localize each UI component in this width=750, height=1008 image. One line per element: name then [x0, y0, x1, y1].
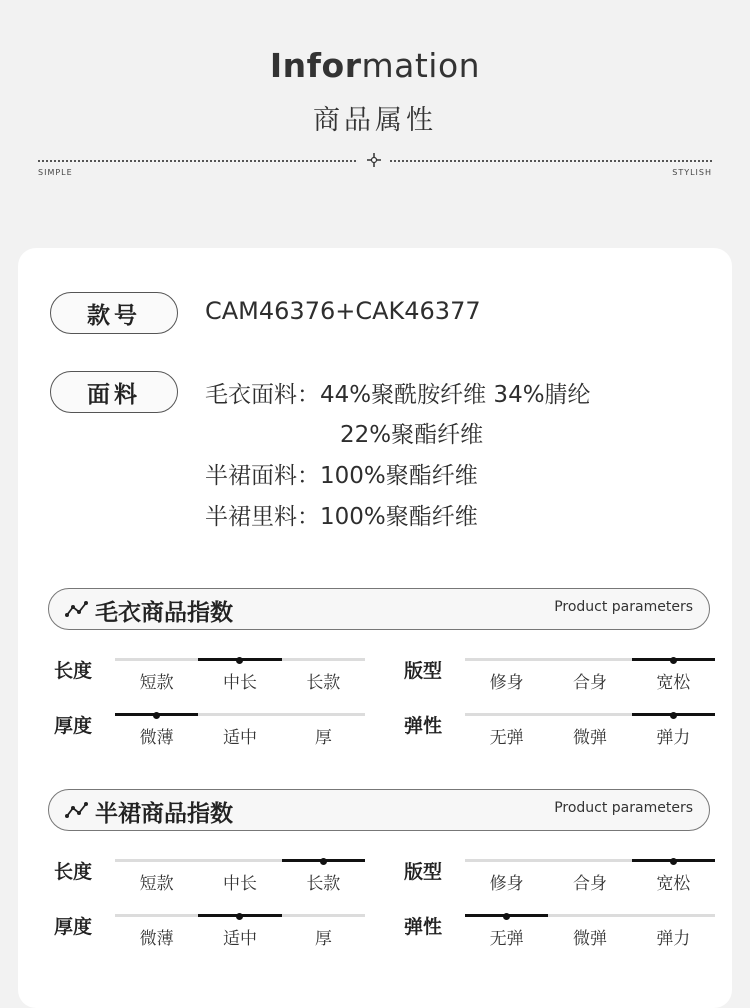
scale-segment — [632, 914, 715, 917]
scale-marker — [153, 712, 160, 719]
scale-option: 无弹 — [489, 728, 524, 748]
divider-right — [390, 160, 712, 162]
scale-marker — [670, 858, 677, 865]
scale-option: 短款 — [139, 673, 174, 693]
scale-option: 适中 — [222, 929, 257, 949]
param-scale — [465, 658, 715, 698]
scale-segment-selected — [115, 713, 198, 716]
title-chinese: 商品属性 — [313, 105, 437, 136]
param-label: 厚度 — [54, 916, 93, 938]
scale-segment — [465, 713, 548, 716]
param-label: 弹性 — [404, 916, 443, 938]
scale-marker — [236, 913, 243, 920]
scale-segment-selected — [198, 914, 281, 917]
trend-line-icon — [65, 801, 89, 819]
scale-segment — [548, 914, 631, 917]
section-title: 毛衣商品指数 — [95, 600, 233, 626]
code-value: CAM46376+CAK46377 — [205, 297, 481, 325]
trend-line-icon — [65, 600, 89, 618]
scale-option: 长款 — [306, 874, 341, 894]
scale-option: 微弹 — [572, 728, 607, 748]
param-scale — [465, 713, 715, 753]
scale-segment-selected — [198, 658, 281, 661]
scale-option: 适中 — [222, 728, 257, 748]
fabric-line: 22%聚酯纤维 — [340, 422, 484, 448]
scale-option: 宽松 — [656, 673, 691, 693]
scale-option: 无弹 — [489, 929, 524, 949]
scale-segment-selected — [632, 859, 715, 862]
param-scale — [465, 859, 715, 899]
divider-left — [38, 160, 356, 162]
param-label: 弹性 — [404, 715, 443, 737]
param-label: 厚度 — [54, 715, 93, 737]
scale-marker — [320, 858, 327, 865]
scale-segment — [115, 658, 198, 661]
info-card — [18, 248, 732, 1008]
scale-segment — [548, 658, 631, 661]
scale-segment-selected — [282, 859, 365, 862]
section-header-sweater — [48, 588, 710, 630]
param-label: 长度 — [54, 660, 93, 682]
fabric-line: 半裙里料：100%聚酯纤维 — [205, 504, 478, 530]
scale-option: 短款 — [139, 874, 174, 894]
scale-segment — [198, 713, 281, 716]
fabric-label-pill: 面料 — [50, 371, 178, 413]
scale-segment — [282, 658, 365, 661]
section-subtitle: Product parameters — [554, 800, 693, 816]
title-english: Information — [269, 46, 481, 85]
scale-option: 修身 — [489, 874, 524, 894]
scale-segment — [465, 658, 548, 661]
scale-marker — [503, 913, 510, 920]
scale-option: 厚 — [314, 728, 332, 748]
crosshair-icon — [366, 152, 382, 168]
param-scale — [115, 914, 365, 954]
scale-segment — [548, 859, 631, 862]
scale-marker — [670, 712, 677, 719]
label-simple: SIMPLE — [38, 168, 73, 177]
scale-option: 合身 — [572, 673, 607, 693]
scale-option: 微薄 — [139, 728, 174, 748]
scale-segment — [115, 859, 198, 862]
scale-segment-selected — [632, 658, 715, 661]
param-label: 版型 — [404, 660, 443, 682]
scale-segment — [282, 713, 365, 716]
scale-option: 微弹 — [572, 929, 607, 949]
scale-option: 弹力 — [656, 929, 691, 949]
scale-segment — [282, 914, 365, 917]
scale-option: 微薄 — [139, 929, 174, 949]
scale-segment — [115, 914, 198, 917]
label-stylish: STYLISH — [672, 168, 712, 177]
scale-segment — [198, 859, 281, 862]
scale-option: 合身 — [572, 874, 607, 894]
param-scale — [465, 914, 715, 954]
scale-segment — [548, 713, 631, 716]
param-scale — [115, 658, 365, 698]
scale-segment-selected — [465, 914, 548, 917]
scale-option: 修身 — [489, 673, 524, 693]
scale-option: 中长 — [222, 874, 257, 894]
param-label: 长度 — [54, 861, 93, 883]
scale-option: 中长 — [222, 673, 257, 693]
page-header — [0, 0, 750, 240]
scale-segment-selected — [632, 713, 715, 716]
param-scale — [115, 859, 365, 899]
param-scale — [115, 713, 365, 753]
scale-option: 弹力 — [656, 728, 691, 748]
scale-option: 宽松 — [656, 874, 691, 894]
scale-option: 长款 — [306, 673, 341, 693]
section-subtitle: Product parameters — [554, 599, 693, 615]
fabric-line: 毛衣面料：44%聚酰胺纤维 34%腈纶 — [205, 382, 591, 408]
code-label-pill: 款号 — [50, 292, 178, 334]
fabric-line: 半裙面料：100%聚酯纤维 — [205, 463, 478, 489]
section-header-skirt — [48, 789, 710, 831]
scale-marker — [236, 657, 243, 664]
param-label: 版型 — [404, 861, 443, 883]
scale-marker — [670, 657, 677, 664]
scale-segment — [465, 859, 548, 862]
scale-option: 厚 — [314, 929, 332, 949]
section-title: 半裙商品指数 — [95, 801, 233, 827]
